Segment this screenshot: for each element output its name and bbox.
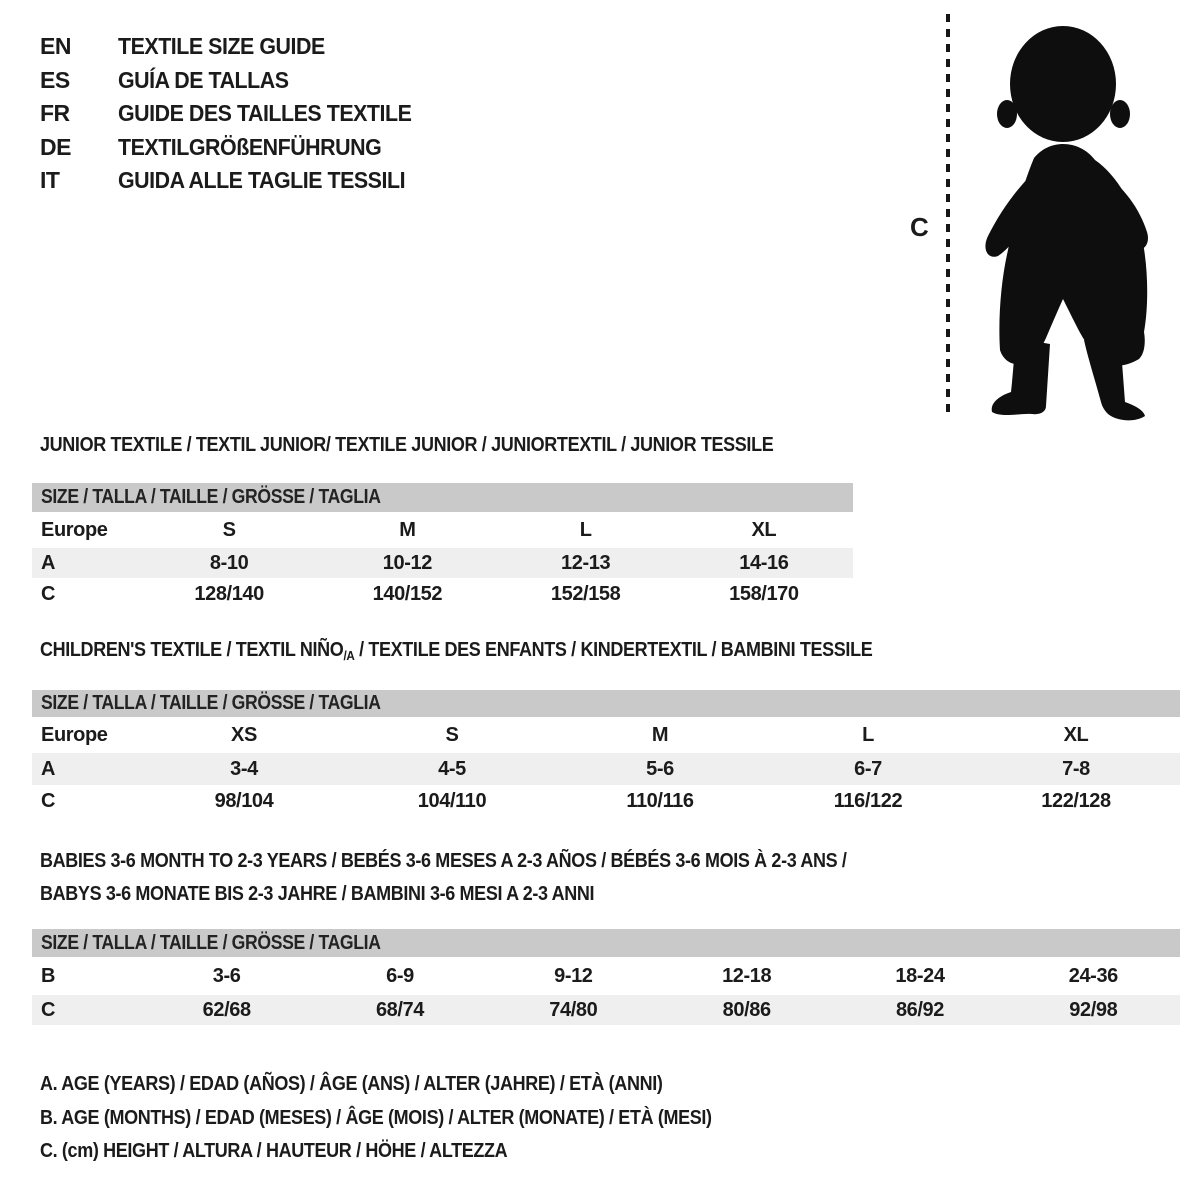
language-code: ES (40, 66, 70, 93)
language-code: DE (40, 133, 71, 160)
value-cell: 14-16 (739, 551, 789, 574)
height-measure-dashed-line (946, 14, 950, 418)
value-cell: 18-24 (895, 964, 945, 987)
value-cell: 4-5 (438, 757, 466, 780)
language-code: IT (40, 167, 60, 194)
value-cell: 140/152 (372, 582, 443, 605)
table-row-sizes (32, 717, 1180, 753)
value-cell: 7-8 (1062, 757, 1090, 780)
value-cell: 62/68 (202, 998, 251, 1021)
guide-title: GUIDE DES TAILLES TEXTILE (118, 100, 412, 127)
row-label: A (41, 757, 56, 780)
table-row-age-months (32, 957, 1180, 995)
value-cell: 122/128 (1041, 789, 1111, 812)
junior-section-title: JUNIOR TEXTILE / TEXTIL JUNIOR/ TEXTILE JUNIOR / JUNIORTEXTIL / JUNIOR TESSILE (40, 434, 774, 456)
legend-line-a: A. AGE (YEARS) / EDAD (AÑOS) / ÂGE (ANS) / ALTER (JAHRE) / ETÀ (ANNI) (40, 1073, 663, 1096)
height-measure-label: C (910, 212, 929, 242)
value-cell: 110/116 (626, 789, 694, 812)
size-cell: XS (231, 723, 257, 746)
value-cell: 68/74 (375, 998, 425, 1021)
table-row-height-cm (32, 785, 1180, 817)
language-title-list (40, 30, 434, 198)
value-cell: 6-9 (386, 964, 414, 987)
value-cell: 6-7 (854, 757, 882, 780)
size-cell: M (651, 723, 669, 746)
junior-size-table (32, 483, 853, 610)
language-row-en (40, 30, 434, 64)
babies-size-table (32, 929, 1180, 1025)
measurement-legend (40, 1068, 786, 1169)
language-code: EN (40, 33, 71, 60)
size-cell: L (579, 518, 592, 541)
value-cell: 10-12 (382, 551, 432, 574)
table-row-age-years (32, 548, 853, 578)
babies-section-title-line2: BABYS 3-6 MONATE BIS 2-3 JAHRE / BAMBINI 3-6 MESI A 2-3 ANNI (40, 883, 595, 905)
value-cell: 98/104 (214, 789, 274, 812)
value-cell: 116/122 (833, 789, 903, 812)
value-cell: 74/80 (549, 998, 598, 1021)
value-cell: 3-4 (230, 757, 258, 780)
size-header-text: SIZE / TALLA / TAILLE / GRÖSSE / TAGLIA (41, 692, 381, 714)
children-title-pre: CHILDREN'S TEXTILE / TEXTIL NIÑO (40, 639, 344, 661)
size-cell: XL (751, 518, 777, 541)
guide-title: TEXTILGRÖßENFÜHRUNG (118, 133, 382, 160)
children-section-title (40, 638, 872, 668)
guide-title: TEXTILE SIZE GUIDE (118, 33, 325, 60)
language-row-es (40, 64, 434, 98)
babies-section-title-line1: BABIES 3-6 MONTH TO 2-3 YEARS / BEBÉS 3-6 MESES A 2-3 AÑOS / BÉBÉS 3-6 MOIS À 2-3 ANS / (40, 850, 847, 872)
size-cell: XL (1063, 723, 1089, 746)
row-label: C (41, 582, 56, 605)
region-label: Europe (41, 723, 108, 746)
value-cell: 12-18 (722, 964, 772, 987)
value-cell: 128/140 (194, 582, 264, 605)
language-row-it (40, 164, 434, 198)
size-header-bar (32, 690, 1180, 717)
size-cell: S (222, 518, 236, 541)
value-cell: 86/92 (895, 998, 945, 1021)
value-cell: 5-6 (646, 757, 674, 780)
table-row-height-cm (32, 995, 1180, 1025)
size-cell: S (445, 723, 459, 746)
value-cell: 8-10 (209, 551, 249, 574)
row-label: A (41, 551, 56, 574)
row-label: B (41, 964, 56, 987)
value-cell: 104/110 (417, 789, 487, 812)
row-label: C (41, 789, 56, 812)
row-label: C (41, 998, 56, 1021)
value-cell: 12-13 (561, 551, 611, 574)
value-cell: 24-36 (1068, 964, 1118, 987)
region-label: Europe (41, 518, 108, 541)
children-size-table (32, 690, 1180, 817)
value-cell: 3-6 (212, 964, 241, 987)
value-cell: 9-12 (554, 964, 593, 987)
size-header-bar (32, 483, 853, 512)
children-title-post: / TEXTILE DES ENFANTS / KINDERTEXTIL / BAMBINI TESSILE (354, 639, 873, 661)
value-cell: 158/170 (729, 582, 799, 605)
size-header-bar (32, 929, 1180, 957)
guide-title: GUIDA ALLE TAGLIE TESSILI (118, 167, 406, 194)
table-row-sizes (32, 512, 853, 548)
children-title-subscript: /A (343, 648, 355, 663)
value-cell: 152/158 (550, 582, 621, 605)
table-row-age-years (32, 753, 1180, 785)
legend-line-b: B. AGE (MONTHS) / EDAD (MESES) / ÂGE (MOIS) / ALTER (MONATE) / ETÀ (MESI) (40, 1106, 712, 1129)
language-row-fr (40, 97, 434, 131)
table-row-height-cm (32, 578, 853, 610)
size-cell: L (862, 723, 874, 746)
toddler-silhouette-icon (962, 12, 1166, 422)
size-header-text: SIZE / TALLA / TAILLE / GRÖSSE / TAGLIA (41, 931, 381, 954)
size-header-text: SIZE / TALLA / TAILLE / GRÖSSE / TAGLIA (41, 486, 381, 508)
value-cell: 92/98 (1069, 998, 1118, 1021)
guide-title: GUÍA DE TALLAS (118, 66, 289, 93)
size-cell: M (399, 518, 416, 541)
language-code: FR (40, 100, 70, 127)
language-row-de (40, 131, 434, 165)
legend-line-c: C. (cm) HEIGHT / ALTURA / HAUTEUR / HÖHE / ALTEZZA (40, 1140, 508, 1163)
value-cell: 80/86 (722, 998, 771, 1021)
